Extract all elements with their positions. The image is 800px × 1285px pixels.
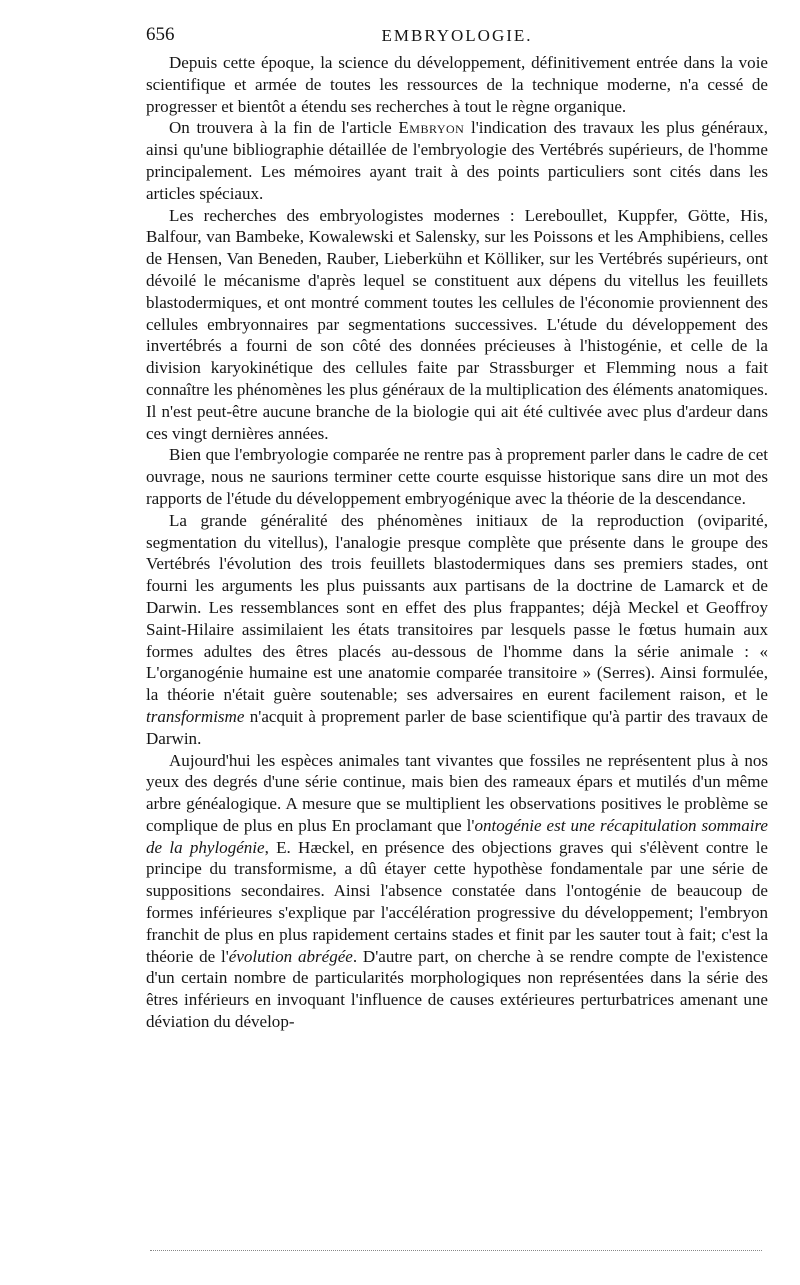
paragraph [146, 444, 768, 509]
italic-text: évolution abrégée [228, 946, 353, 966]
text-run: Bien que l'embryologie comparée ne rentre pas à proprement parler dans le cadre de cet ouvrage, nous ne saurions terminer cette courte esquisse historique sans dire un mot des rapports de l'étude du développement embryogénique avec la théorie de la descendance. [146, 445, 768, 508]
text-run: l'indication des travaux les plus généraux, ainsi qu'une bibliographie détaillée de l'embryologie des Vertébrés supérieurs, de l'homme principalement. Les mémoires ayant trait à des points particuliers sont cités dans les articles spéciaux. [146, 118, 768, 203]
text-run: , E. Hæckel, en présence des objections graves qui s'élèvent contre le principe du transformisme, a dû étayer cette hypothèse fondamentale par une série de suppositions secondaires. Ainsi l'absence constatée dans l'ontogénie de beaucoup de formes inférieures s'explique par l'accélération progressive du développement; l'embryon franchit de plus en plus rapidement certains stades et finit par les sauter tout à fait; c'est la théorie de l' [146, 837, 768, 966]
italic-text: ontogénie est une récapitulation sommaire de la phylogénie [146, 815, 768, 857]
text-run: n'acquit à proprement parler de base scientifique qu'à partir des travaux de Darwin. [146, 706, 768, 748]
text-run: Les recherches des embryologistes modernes : Lereboullet, Kuppfer, Götte, His, Balfour, van Bambeke, Kowalewski et Salensky, sur les Poissons et les Amphibiens, celles de Hensen, Van Beneden, Rauber, Lieberkühn et Kölliker, sur les Vertébrés supérieurs, ont dévoilé le mécanisme d'après lequel se constituent aux dépens du vitellus les feuillets blastodermiques, et ont montré comment toutes les cellules de l'économie proviennent des cellules embryonnaires par segmentations successives. L'étude du développement des invertébrés a fourni de son côté des données précieuses à l'histogénie, et celle de la division karyokinétique des cellules faite par Strassburger et Flemming nous a fait connaître les phénomènes les plus généraux de la multiplication des éléments anatomiques. Il n'est peut-être aucune branche de la biologie qui ait été cultivée avec plus d'ardeur dans ces vingt dernières années. [146, 205, 768, 443]
paragraph [146, 52, 768, 117]
page-number: 656 [146, 24, 175, 45]
text-run: Aujourd'hui les espèces animales tant vivantes que fossiles ne représentent plus à nos yeux des degrés d'une série continue, mais bien des rameaux épars et mutilés d'un même arbre généalogique. A mesure que se multiplient les observations positives le problème se complique de plus en plus En proclamant que l' [146, 750, 768, 835]
book-page [146, 22, 768, 1033]
text-run: Depuis cette époque, la science du développement, définitivement entrée dans la voie scientifique et armée de toutes les ressources de la technique moderne, n'a cessé de progresser et bientôt a étendu ses recherches à tout le règne organique. [146, 53, 768, 116]
footer-rule [150, 1250, 762, 1251]
paragraph [146, 205, 768, 445]
text-run: La grande généralité des phénomènes initiaux de la reproduction (oviparité, segmentation du vitellus), l'analogie presque complète que présente dans le groupe des Vertébrés l'évolution des trois feuillets blastodermiques dans ses premiers stades, ont fourni les arguments les plus puissants aux partisans de la doctrine de Lamarck et de Darwin. Les ressemblances sont en effet des plus frappantes; déjà Meckel et Geoffroy Saint-Hilaire assimilaient les états transitoires par lesquels passe le fœtus humain aux formes adultes des êtres placés au-dessous de l'homme dans la série animale : « L'organogénie humaine est une anatomie comparée transitoire » (Serres). Ainsi formulée, la théorie n'était guère soutenable; ses adversaires en eurent facilement raison, et le [146, 510, 768, 705]
page-header [146, 22, 768, 52]
text-run: . D'autre part, on cherche à se rendre compte de l'existence d'un certain nombre de particularités morphologiques non représentées dans la série des êtres inférieurs en invoquant l'influence de causes extérieures perturbatrices amenant une déviation du dévelop- [146, 946, 768, 1032]
paragraph [146, 750, 768, 1033]
text-run: On trouvera à la fin de l'article [169, 118, 399, 138]
italic-text: transformisme [146, 706, 245, 726]
paragraph [146, 510, 768, 750]
body-text [146, 52, 768, 1033]
paragraph [146, 117, 768, 204]
running-title: EMBRYOLOGIE. [381, 26, 533, 45]
small-caps-term: Embryon [398, 118, 465, 138]
